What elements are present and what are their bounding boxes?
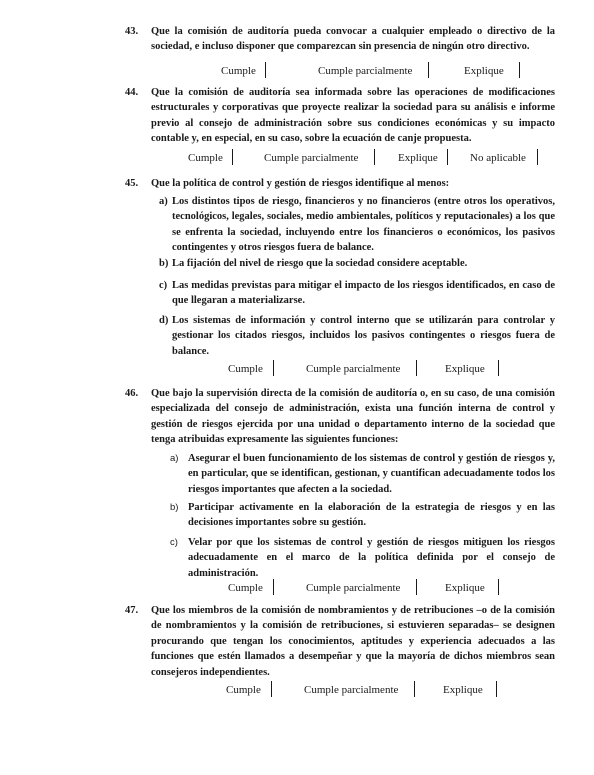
separator [428, 62, 429, 78]
separator [416, 579, 417, 595]
option-cumple[interactable]: Cumple [221, 65, 256, 77]
recommendation-43 [125, 24, 555, 55]
option-explique[interactable]: Explique [464, 65, 504, 77]
option-no-aplicable[interactable]: No aplicable [470, 152, 526, 164]
separator [498, 360, 499, 376]
subitem-text: Los distintos tipos de riesgo, financieros y no financieros (entre otros los operativos, tecnológicos, legales, sociales, medio ambientales, políticos y reputacionales) a los que se enfrenta la sociedad, incluyendo entre los financieros o económicos, los pasivos contingentes y otros riesgos fuera de balance. [172, 196, 555, 254]
recommendation-47 [125, 603, 555, 680]
separator [265, 62, 266, 78]
option-explique[interactable]: Explique [398, 152, 438, 164]
separator [232, 149, 233, 165]
subitem-45-d [159, 313, 555, 359]
subitem-letter: b) [159, 258, 169, 269]
option-cumple[interactable]: Cumple [226, 684, 261, 696]
separator [447, 149, 448, 165]
separator [374, 149, 375, 165]
recommendation-44 [125, 85, 555, 147]
item-number: 44. [125, 87, 139, 98]
option-cumple[interactable]: Cumple [188, 152, 223, 164]
option-cumple[interactable]: Cumple [228, 363, 263, 375]
recommendation-46 [125, 386, 555, 448]
separator [271, 681, 272, 697]
subitem-text: La fijación del nivel de riesgo que la sociedad considere aceptable. [172, 258, 468, 269]
option-cumple-parcialmente[interactable]: Cumple parcialmente [318, 65, 413, 77]
subitem-46-c [170, 535, 555, 581]
item-text: Que la comisión de auditoría sea informada sobre las operaciones de modificaciones estructurales y corporativas que proyecte realizar la sociedad para su análisis e informe previo al consejo de administración sobre sus condiciones económicas y su impacto contable y, en especial, en su caso, sobre la ecuación de canje propuesta. [151, 87, 555, 145]
subitem-letter: a) [159, 196, 168, 207]
subitem-text: Participar activamente en la elaboración de la estrategia de riesgos y en las decisiones importantes sobre su gestión. [188, 502, 555, 529]
compliance-options-47 [0, 681, 594, 699]
subitem-letter: a) [170, 453, 179, 464]
option-cumple-parcialmente[interactable]: Cumple parcialmente [306, 363, 401, 375]
item-number: 43. [125, 26, 139, 37]
separator [414, 681, 415, 697]
separator [519, 62, 520, 78]
compliance-options-45 [0, 360, 594, 378]
subitem-letter: c) [159, 280, 168, 291]
subitem-46-b [170, 500, 555, 531]
separator [498, 579, 499, 595]
recommendation-45 [125, 176, 555, 191]
subitem-45-c [159, 278, 555, 309]
option-cumple-parcialmente[interactable]: Cumple parcialmente [306, 582, 401, 594]
item-number: 46. [125, 388, 139, 399]
item-text: Que la política de control y gestión de riesgos identifique al menos: [151, 178, 450, 189]
option-explique[interactable]: Explique [445, 363, 485, 375]
subitem-text: Asegurar el buen funcionamiento de los sistemas de control y gestión de riesgos y, en particular, que se identifican, gestionan, y cuantifican adecuadamente todos los riesgos importantes que afecten a la sociedad. [188, 453, 555, 495]
subitem-letter: b) [170, 502, 179, 513]
subitem-text: Las medidas previstas para mitigar el impacto de los riesgos identificados, en caso de que llegaran a materializarse. [172, 280, 555, 307]
item-number: 47. [125, 605, 139, 616]
option-explique[interactable]: Explique [445, 582, 485, 594]
option-cumple-parcialmente[interactable]: Cumple parcialmente [264, 152, 359, 164]
item-number: 45. [125, 178, 139, 189]
separator [537, 149, 538, 165]
subitem-text: Velar por que los sistemas de control y gestión de riesgos mitiguen los riesgos adecuadamente en el marco de la política definida por el consejo de administración. [188, 537, 555, 579]
item-text: Que los miembros de la comisión de nombramientos y de retribuciones –o de la comisión de nombramientos y la comisión de retribuciones, si estuvieren separadas– se designen procurando que tengan los conocimientos, aptitudes y experiencia adecuados a las funciones que estén llamados a desempeñar y que la mayoría de dichos miembros sean consejeros independientes. [151, 605, 555, 678]
compliance-options-44 [0, 149, 594, 167]
option-explique[interactable]: Explique [443, 684, 483, 696]
compliance-options-43 [0, 62, 594, 80]
option-cumple[interactable]: Cumple [228, 582, 263, 594]
compliance-options-46 [0, 579, 594, 597]
subitem-letter: d) [159, 315, 169, 326]
separator [416, 360, 417, 376]
separator [273, 360, 274, 376]
separator [496, 681, 497, 697]
subitem-text: Los sistemas de información y control interno que se utilizarán para controlar y gestionar los citados riesgos, incluidos los pasivos contingentes o riesgos fuera de balance. [172, 315, 555, 357]
separator [273, 579, 274, 595]
item-text: Que la comisión de auditoría pueda convocar a cualquier empleado o directivo de la sociedad, e incluso disponer que comparezcan sin presencia de ningún otro directivo. [151, 26, 555, 53]
item-text: Que bajo la supervisión directa de la comisión de auditoría o, en su caso, de una comisión especializada del consejo de administración, exista una función interna de control y gestión de riesgos ejercida por una unidad o departamento interno de la sociedad que tenga atribuidas expresamente las siguientes funciones: [151, 388, 555, 446]
subitem-letter: c) [170, 537, 178, 548]
subitem-45-b [159, 256, 555, 271]
option-cumple-parcialmente[interactable]: Cumple parcialmente [304, 684, 399, 696]
subitem-46-a [170, 451, 555, 497]
subitem-45-a [159, 194, 555, 256]
